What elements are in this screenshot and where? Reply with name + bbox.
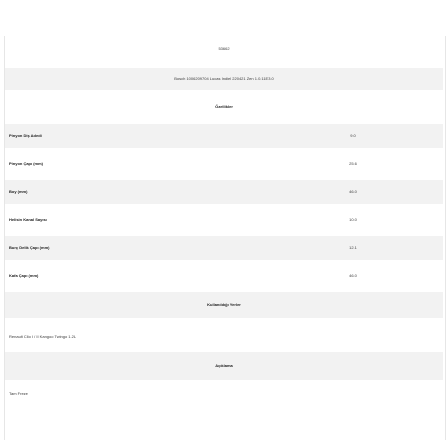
description-header	[5, 352, 443, 380]
spec-row	[5, 236, 443, 260]
spec-row	[5, 180, 443, 204]
description-row	[5, 384, 443, 404]
product-code: 53662	[218, 46, 230, 51]
vehicles-header	[5, 292, 443, 318]
spec-label: Pinyon Çapı (mm)	[9, 161, 44, 166]
spec-value: 25.6	[349, 161, 357, 166]
description-title: Açıklama	[215, 363, 233, 368]
spec-label: Helisin Kanal Sayısı	[9, 217, 47, 222]
cross-reference-row	[5, 68, 443, 90]
spec-value: 46.0	[349, 273, 357, 278]
spec-value: 10.0	[349, 217, 357, 222]
spec-value: 9.0	[350, 133, 356, 138]
description-text: Tam Freze	[9, 391, 28, 396]
cross-reference-text: Bosch 1006209704 Lucas Indiel 220421 Zen 1.0.11E3.0	[174, 76, 274, 81]
features-title: Özellikler	[215, 104, 233, 109]
spec-row	[5, 264, 443, 288]
spec-label: Pinyon Diş Adedi	[9, 133, 42, 138]
spec-row	[5, 124, 443, 148]
features-header	[5, 98, 443, 116]
spec-value: 46.0	[349, 189, 357, 194]
spec-label: Kafa Çapı (mm)	[9, 273, 39, 278]
vehicles-text: Renault Clio I / II Kangoo Twingo 1.2L	[9, 334, 77, 339]
spec-row	[5, 208, 443, 232]
spec-label: Burç Delik Çapı (mm)	[9, 245, 50, 250]
spec-value: 12.1	[349, 245, 357, 250]
spec-label: Boy (mm)	[9, 189, 28, 194]
vehicles-title: Kullanıldığı Yerler	[207, 302, 241, 307]
spec-row	[5, 152, 443, 176]
vehicles-row	[5, 326, 443, 348]
